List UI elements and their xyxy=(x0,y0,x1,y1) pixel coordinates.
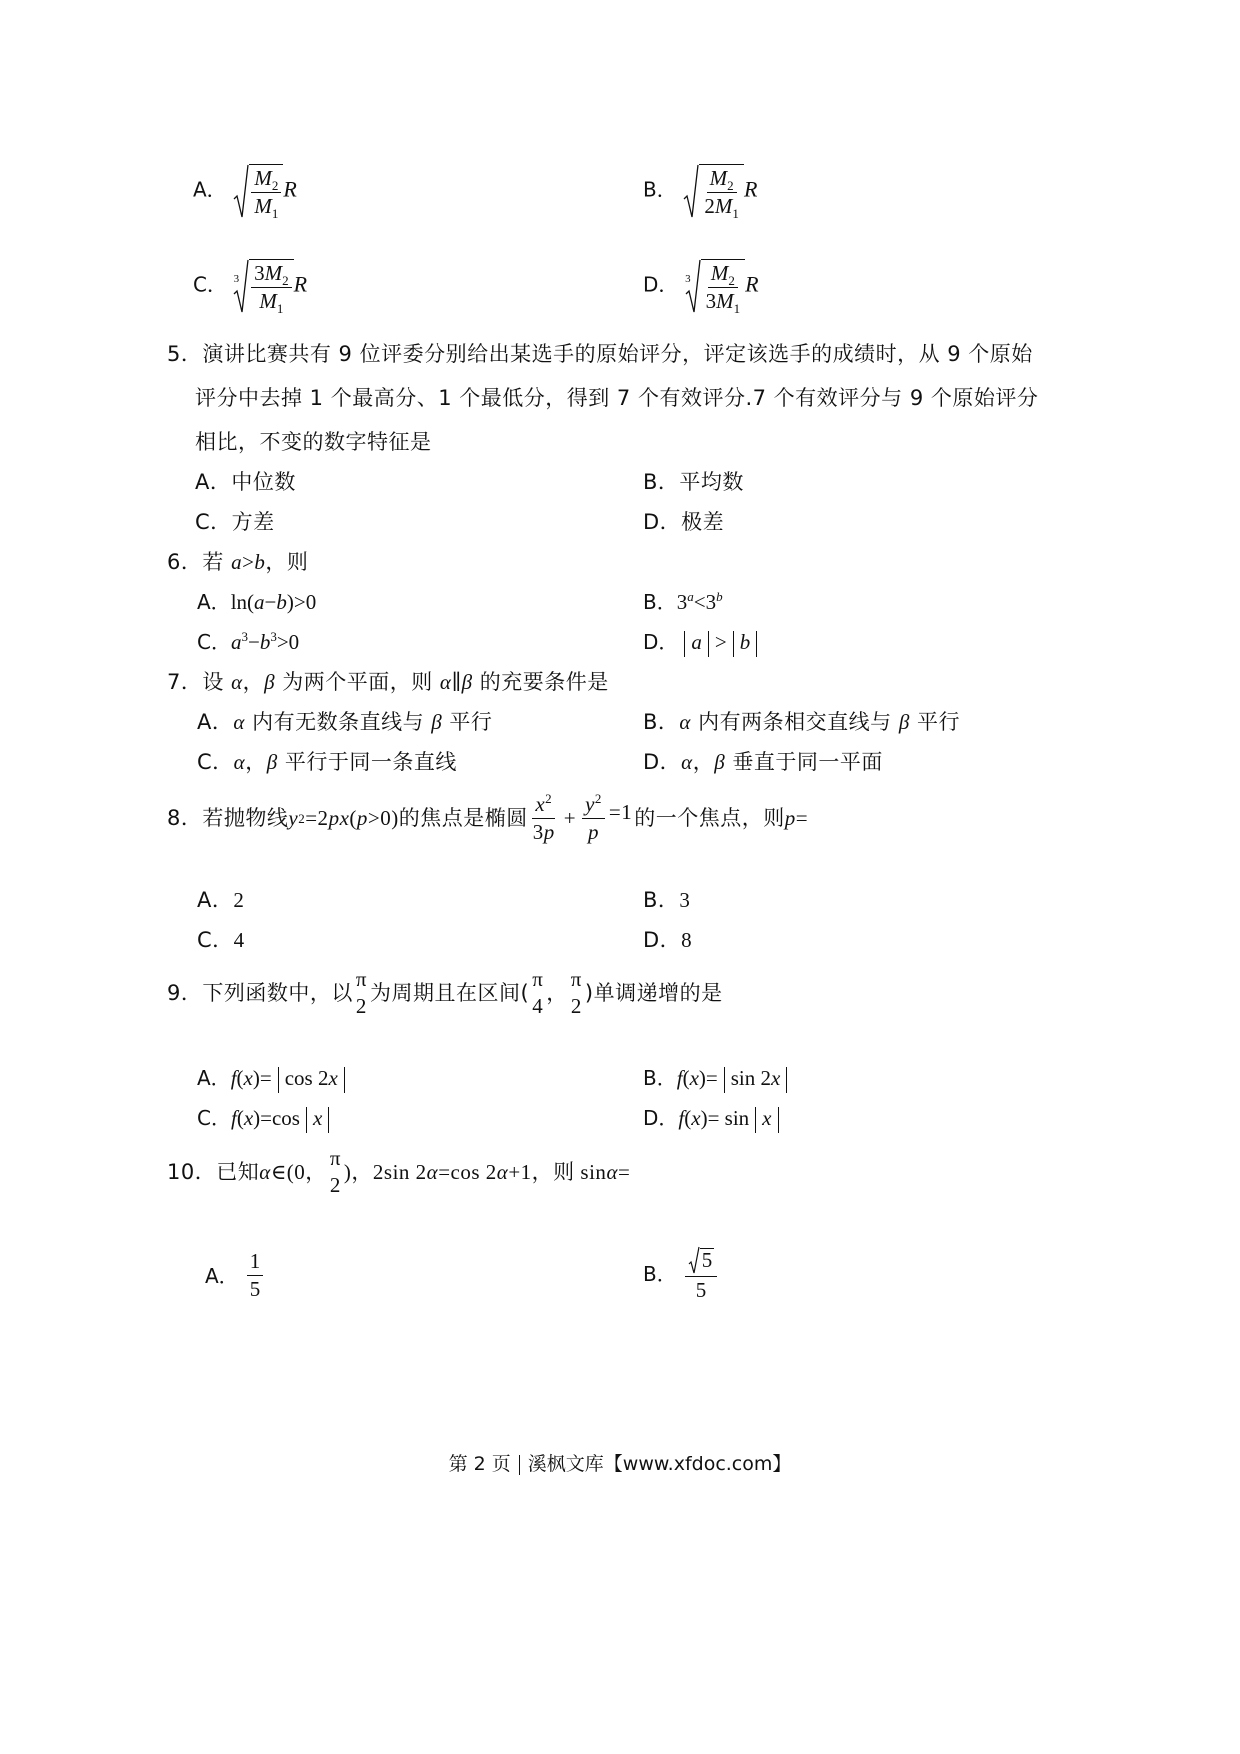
abs-bar xyxy=(344,1067,345,1093)
abs-bar xyxy=(755,1107,756,1133)
fraction: $\frac{M_2}{2M_1}$ xyxy=(704,165,739,222)
fraction-y2-over-p: $\frac{y^2}{p}$ xyxy=(582,793,605,844)
q7-option-b: B．α 内有两条相交直线与 β 平行 xyxy=(643,710,960,734)
abs-bar xyxy=(306,1107,307,1133)
q8-option-b: B．3 xyxy=(643,888,691,912)
fraction: $\frac{3M_2}{M_1}$ xyxy=(251,262,292,313)
q8-option-a: A．2 xyxy=(197,888,245,912)
site-credit: 溪枫文库【www.xfdoc.com】 xyxy=(527,1453,792,1475)
q5-stem-line-1: 5．演讲比赛共有 9 位评委分别给出某选手的原始评分，评定该选手的成绩时，从 9 个原始 xyxy=(167,342,1033,366)
q4-option-a: A． $\frac{M_2}{M_1}$ R xyxy=(193,163,297,219)
cube-root: 3 $\frac{3M_2}{M_1}$ xyxy=(234,258,294,314)
q10-option-a: A． $\frac{1}{5}$ xyxy=(205,1250,263,1301)
q7-option-d: D．α，β 垂直于同一平面 xyxy=(643,750,883,774)
q5-stem-line-3: 相比，不变的数字特征是 xyxy=(195,430,432,454)
fraction-sqrt5-over-5: $\frac{5}{5}$ xyxy=(685,1246,718,1302)
cube-root: 3 $\frac{M_2}{3M_1}$ xyxy=(685,258,745,314)
q7-stem: 7．设 α，β 为两个平面，则 α∥β 的充要条件是 xyxy=(167,670,609,694)
fraction-pi-over-2: π 2 xyxy=(329,1146,341,1198)
abs-bar xyxy=(786,1067,787,1093)
q6-option-d: D． a > b xyxy=(643,630,763,657)
q10-stem: 10． 已知 α ∈(0， π 2 )，2sin 2 α =cos 2 α +1，则 sin α = xyxy=(167,1146,631,1198)
q4-option-d: D． 3 $\frac{M_2}{3M_1}$ R xyxy=(643,258,759,314)
radical-sign-icon xyxy=(683,163,699,219)
q4-option-c: C． 3 $\frac{3M_2}{M_1}$ R xyxy=(193,258,307,314)
q5-option-b: B．平均数 xyxy=(643,470,744,494)
abs-bar xyxy=(724,1067,725,1093)
radical-sign-icon xyxy=(688,1246,700,1274)
radical-sign-icon xyxy=(233,163,249,219)
q8-stem: 8． 若抛物线 y 2 =2 px ( p >0) 的焦点是椭圆 $\frac{x^2}{3p}$ + $\frac{y^2}{p}$ =1 的一个焦点，则 p = xyxy=(167,791,809,845)
fraction-x2-over-3p: $\frac{x^2}{3p}$ xyxy=(532,791,555,845)
q6-option-a: A．ln(a−b)>0 xyxy=(197,590,317,614)
fraction-pi-over-2: π 2 xyxy=(355,967,367,1019)
q6-option-b: B．$3^a<3^b$ xyxy=(643,589,723,614)
q7-option-a: A．α 内有无数条直线与 β 平行 xyxy=(197,710,493,734)
fraction-pi-over-4: π 4 xyxy=(532,967,544,1019)
q9-stem: 9． 下列函数中，以 π 2 为周期且在区间( π 4 ， π 2 )单调递增的是 xyxy=(167,967,723,1019)
q6-option-c: C．$a^3-b^3>0$ xyxy=(197,629,300,654)
q8-option-d: D．8 xyxy=(643,928,693,952)
option-label: B． xyxy=(643,177,677,202)
option-label: C． xyxy=(193,272,227,297)
q10-option-b: B． $\frac{5}{5}$ xyxy=(643,1246,717,1302)
abs-bar xyxy=(778,1107,779,1133)
q9-option-c: C．f(x)=cos x xyxy=(197,1106,335,1133)
q6-stem: 6．若 a>b，则 xyxy=(167,550,309,574)
q5-option-d: D．极差 xyxy=(643,510,725,534)
q5-option-c: C．方差 xyxy=(195,510,275,534)
fraction-pi-over-2: π 2 xyxy=(570,967,582,1019)
sqrt xyxy=(683,163,744,222)
option-label: D． xyxy=(643,272,679,297)
abs-bar xyxy=(684,631,685,657)
q9-option-b: B．f(x)= sin 2x xyxy=(643,1066,793,1093)
footer-divider xyxy=(519,1455,520,1475)
q5-stem-line-2: 评分中去掉 1 个最高分、1 个最低分，得到 7 个有效评分.7 个有效评分与 9 个原始评分 xyxy=(195,386,1039,410)
fraction-1-over-5: $\frac{1}{5}$ xyxy=(247,1250,264,1301)
page-number: 第 2 页 xyxy=(448,1453,511,1475)
q8-option-c: C．4 xyxy=(197,928,245,952)
fraction: $\frac{M_2}{M_1}$ xyxy=(251,167,281,218)
fraction: $\frac{M_2}{3M_1}$ xyxy=(705,260,741,317)
option-label: A． xyxy=(193,177,227,202)
page-footer xyxy=(0,1453,1240,1476)
q5-option-a: A．中位数 xyxy=(195,470,296,494)
question-number: 5． xyxy=(167,342,203,366)
abs-bar xyxy=(278,1067,279,1093)
q4-option-b: B． $\frac{M_2}{2M_1}$ R xyxy=(643,163,757,219)
abs-bar xyxy=(328,1107,329,1133)
q9-option-d: D．f(x)= sin x xyxy=(643,1106,785,1133)
q9-option-a: A．f(x)= cos 2x xyxy=(197,1066,351,1093)
q7-option-c: C．α，β 平行于同一条直线 xyxy=(197,750,457,774)
sqrt xyxy=(233,163,283,222)
abs-bar xyxy=(756,631,757,657)
abs-bar xyxy=(733,631,734,657)
abs-bar xyxy=(708,631,709,657)
